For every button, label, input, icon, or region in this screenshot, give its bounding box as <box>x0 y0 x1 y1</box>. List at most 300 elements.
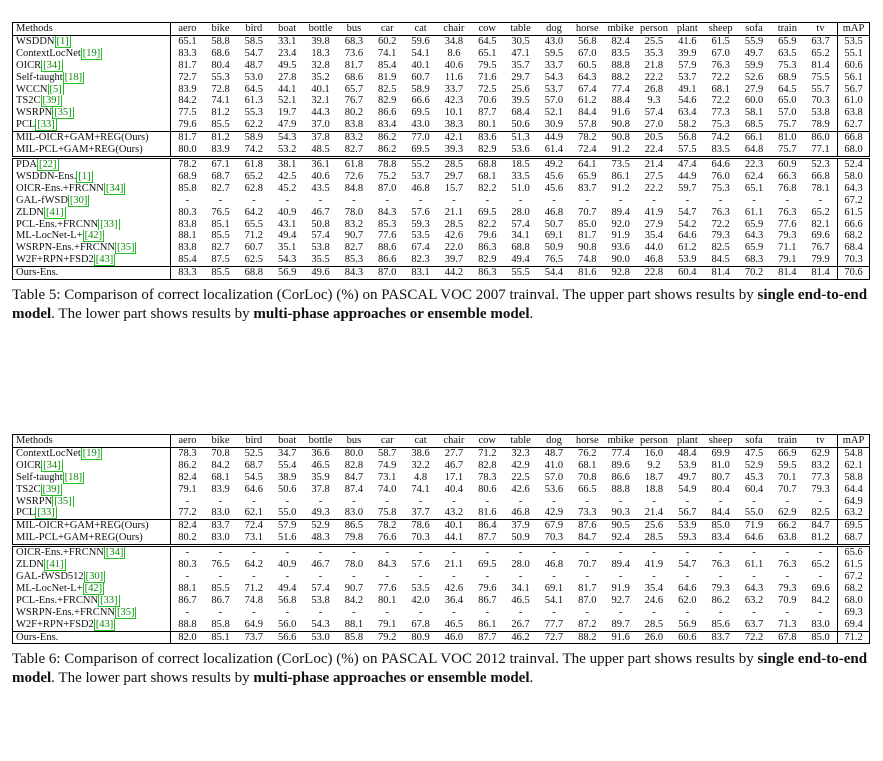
value-cell: 64.5 <box>778 83 797 95</box>
table-row <box>13 460 870 472</box>
value-cell: 76.5 <box>544 254 564 266</box>
value-cell: 68.7 <box>211 170 230 182</box>
value-cell: 70.1 <box>778 471 797 483</box>
value-cell: - <box>371 546 404 559</box>
column-header: car <box>371 435 404 448</box>
value-cell: - <box>785 194 790 206</box>
value-cell: 60.6 <box>671 631 704 644</box>
value-cell: 86.2 <box>371 132 404 144</box>
value-cell: 83.9 <box>211 483 230 495</box>
citation-link[interactable]: [22] <box>39 158 57 170</box>
value-cell: - <box>318 606 323 618</box>
value-cell: 65.1 <box>744 182 764 194</box>
value-cell: - <box>185 495 190 507</box>
value-cell: 65.0 <box>778 95 797 107</box>
value-cell: 66.9 <box>778 447 797 459</box>
value-cell: 64.9 <box>838 496 870 508</box>
column-header: Methods <box>13 435 171 448</box>
value-cell: 10.1 <box>444 107 464 119</box>
value-cell: 68.7 <box>244 459 264 471</box>
value-cell: 80.2 <box>344 107 364 119</box>
method-name: ZLDN [41] <box>13 559 171 571</box>
value-cell: 79.6 <box>178 119 197 131</box>
citation-link[interactable]: [33] <box>37 507 55 519</box>
method-name: GAL-fWSD [30] <box>13 195 171 207</box>
value-cell: 80.2 <box>178 532 197 544</box>
value-cell: 71.6 <box>478 71 497 83</box>
column-header: sofa <box>737 435 770 448</box>
value-cell: 40.1 <box>437 520 470 532</box>
value-cell: 43.0 <box>411 119 430 131</box>
value-cell: 55.0 <box>744 507 764 519</box>
value-cell: 53.9 <box>678 254 697 266</box>
citation-link[interactable]: [39] <box>42 483 61 495</box>
value-cell: 61.2 <box>678 242 697 254</box>
value-cell: 79.3 <box>778 582 797 594</box>
value-cell: 67.2 <box>838 195 870 207</box>
citation-link[interactable]: [42] <box>84 230 103 242</box>
value-cell: - <box>685 495 690 507</box>
value-cell: 84.3 <box>378 206 397 218</box>
value-cell: 76.3 <box>711 206 730 218</box>
value-cell: - <box>418 495 423 507</box>
value-cell: - <box>718 606 723 618</box>
column-header: bike <box>204 435 237 448</box>
value-cell: 64.5 <box>478 35 497 47</box>
value-cell: 71.2 <box>478 447 497 459</box>
value-cell: 68.0 <box>838 595 870 607</box>
value-cell: 18.7 <box>644 471 664 483</box>
column-header: cow <box>471 23 504 36</box>
value-cell: 88.2 <box>571 631 604 644</box>
value-cell: 85.0 <box>804 631 837 644</box>
citation-link[interactable]: [1] <box>78 170 91 182</box>
value-cell: 74.9 <box>378 459 397 471</box>
value-cell: - <box>752 606 756 618</box>
value-cell: 27.8 <box>278 71 297 83</box>
value-cell: 22.2 <box>644 71 664 83</box>
value-cell: 50.8 <box>311 218 330 230</box>
citation-link[interactable]: [5] <box>49 83 62 95</box>
value-cell: 21.1 <box>444 559 464 571</box>
value-cell: 86.7 <box>178 594 197 606</box>
value-cell: 65.9 <box>744 242 764 254</box>
value-cell: 92.4 <box>611 532 630 544</box>
value-cell: 57.9 <box>678 59 697 71</box>
value-cell: 81.2 <box>811 532 830 544</box>
value-cell: - <box>452 194 456 206</box>
value-cell: 44.9 <box>678 170 697 182</box>
value-cell: 72.8 <box>211 83 230 95</box>
citation-link[interactable]: [33] <box>100 594 118 606</box>
value-cell: 77.7 <box>544 618 564 630</box>
value-cell: 42.0 <box>411 594 430 606</box>
table-row <box>13 583 870 595</box>
value-cell: - <box>518 495 523 507</box>
value-cell: 83.3 <box>178 47 197 59</box>
value-cell: 66.1 <box>737 132 770 144</box>
value-cell: 44.3 <box>311 107 330 119</box>
value-cell: 21.4 <box>637 157 670 170</box>
value-cell: 73.3 <box>578 507 597 519</box>
value-cell: 58.8 <box>211 35 230 47</box>
value-cell: - <box>171 546 204 559</box>
value-cell: 47.1 <box>511 47 530 59</box>
value-cell: 52.1 <box>544 107 564 119</box>
value-cell: 82.5 <box>378 83 397 95</box>
citation-link[interactable]: [41] <box>46 559 64 571</box>
value-cell: 84.2 <box>211 459 230 471</box>
value-cell: 47.9 <box>278 119 297 131</box>
column-header: sofa <box>737 23 770 36</box>
value-cell: 82.7 <box>211 242 230 254</box>
citation-link[interactable]: [19] <box>82 447 101 459</box>
value-cell: 82.7 <box>344 242 364 254</box>
value-cell: 79.3 <box>778 230 797 242</box>
value-cell: 77.6 <box>778 218 797 230</box>
value-cell: 80.4 <box>711 483 730 495</box>
value-cell: 48.7 <box>244 59 264 71</box>
value-cell: 79.9 <box>811 254 830 266</box>
column-header: tv <box>804 435 837 448</box>
value-cell: 55.5 <box>504 267 537 280</box>
value-cell: 27.0 <box>644 119 664 131</box>
value-cell: 83.4 <box>711 532 730 544</box>
value-cell: 50.6 <box>278 483 297 495</box>
value-cell: 76.7 <box>811 242 830 254</box>
value-cell: 83.2 <box>337 132 370 144</box>
value-cell: 86.1 <box>611 170 630 182</box>
table-row <box>13 595 870 607</box>
value-cell: 54.4 <box>537 267 570 280</box>
citation-link[interactable]: [18] <box>64 71 83 83</box>
value-cell: 27.9 <box>744 83 764 95</box>
value-cell: 75.7 <box>778 119 797 131</box>
value-cell: 64.3 <box>838 183 870 195</box>
value-cell: 37.0 <box>311 119 330 131</box>
column-header: dog <box>537 435 570 448</box>
value-cell: 60.7 <box>244 242 264 254</box>
value-cell: 57.5 <box>678 144 697 156</box>
value-cell: 49.1 <box>678 83 697 95</box>
value-cell: 34.1 <box>511 582 530 594</box>
value-cell: 65.7 <box>344 83 364 95</box>
citation-link[interactable]: [41] <box>46 206 64 218</box>
value-cell: 70.6 <box>838 267 870 280</box>
citation-link[interactable]: [19] <box>82 47 101 59</box>
method-name: Ours-Ens. <box>13 267 171 280</box>
value-cell: 9.3 <box>647 95 661 107</box>
value-cell: - <box>652 194 656 206</box>
value-cell: 69.5 <box>478 559 497 571</box>
value-cell: 88.6 <box>378 242 397 254</box>
value-cell: 44.9 <box>537 132 570 144</box>
value-cell: 46.8 <box>411 182 430 194</box>
value-cell: 35.5 <box>311 254 330 266</box>
value-cell: 74.1 <box>411 483 430 495</box>
value-cell: 78.1 <box>811 182 830 194</box>
method-name: ML-LocNet-L+ [42] <box>13 230 171 242</box>
value-cell: 61.4 <box>544 144 564 156</box>
value-cell: - <box>604 546 637 559</box>
value-cell: 83.7 <box>204 520 237 532</box>
value-cell: 67.0 <box>711 47 730 59</box>
value-cell: 32.3 <box>511 447 530 459</box>
value-cell: - <box>685 606 690 618</box>
value-cell: 64.6 <box>704 157 737 170</box>
value-cell: 25.5 <box>644 35 664 47</box>
value-cell: 87.5 <box>211 254 230 266</box>
value-cell: 68.8 <box>511 242 530 254</box>
value-cell: 49.5 <box>278 59 297 71</box>
value-cell: 79.3 <box>711 582 730 594</box>
value-cell: 70.8 <box>578 471 597 483</box>
value-cell: - <box>585 194 590 206</box>
value-cell: 86.7 <box>211 594 230 606</box>
column-header: boat <box>271 23 304 36</box>
value-cell: - <box>752 570 756 582</box>
value-cell: 84.4 <box>711 507 730 519</box>
value-cell: 53.8 <box>311 594 330 606</box>
value-cell: 86.2 <box>711 594 730 606</box>
value-cell: 32.1 <box>311 95 330 107</box>
value-cell: 46.0 <box>437 631 470 644</box>
citation-link[interactable]: [35] <box>116 606 135 618</box>
value-cell: 41.9 <box>644 206 664 218</box>
value-cell: 85.5 <box>211 230 230 242</box>
column-header: tv <box>804 23 837 36</box>
value-cell: 64.6 <box>244 483 264 495</box>
value-cell: 85.8 <box>211 618 230 630</box>
table-row <box>13 520 870 532</box>
table-row <box>13 619 870 631</box>
method-name: MIL-PCL+GAM+REG(Ours) <box>13 144 171 157</box>
value-cell: 64.3 <box>744 582 764 594</box>
value-cell: 25.6 <box>511 83 530 95</box>
citation-link[interactable]: [39] <box>42 95 61 107</box>
value-cell: 70.2 <box>737 267 770 280</box>
value-cell: 66.8 <box>838 132 870 144</box>
value-cell: 62.5 <box>244 254 264 266</box>
value-cell: 76.7 <box>344 95 364 107</box>
citation-link[interactable]: [30] <box>85 570 104 582</box>
value-cell: 83.6 <box>471 132 504 144</box>
citation-link[interactable]: [34] <box>43 59 61 71</box>
column-header: bottle <box>304 23 337 36</box>
value-cell: 57.0 <box>778 107 797 119</box>
value-cell: 52.4 <box>838 157 870 170</box>
column-header: bottle <box>304 435 337 448</box>
value-cell: 83.7 <box>704 631 737 644</box>
value-cell: 83.5 <box>711 144 730 156</box>
value-cell: 70.7 <box>578 559 597 571</box>
value-cell: 22.0 <box>444 242 464 254</box>
value-cell: 70.3 <box>838 254 870 266</box>
value-cell: - <box>352 495 356 507</box>
value-cell: 58.8 <box>838 472 870 484</box>
value-cell: 57.0 <box>544 95 564 107</box>
value-cell: 68.4 <box>511 107 530 119</box>
value-cell: 61.1 <box>744 559 764 571</box>
method-name: TS2C [39] <box>13 95 171 107</box>
value-cell: 81.4 <box>804 267 837 280</box>
value-cell: 52.3 <box>804 157 837 170</box>
value-cell: - <box>418 606 423 618</box>
value-cell: - <box>652 570 656 582</box>
citation-link[interactable]: [33] <box>100 218 118 230</box>
value-cell: 76.8 <box>778 182 797 194</box>
value-cell: 26.8 <box>644 83 664 95</box>
value-cell: - <box>552 570 556 582</box>
value-cell: 83.8 <box>344 119 364 131</box>
value-cell: 37.7 <box>411 507 430 519</box>
value-cell: - <box>252 194 256 206</box>
citation-link[interactable]: [18] <box>64 471 83 483</box>
value-cell: 54.9 <box>678 483 697 495</box>
value-cell: 52.5 <box>244 447 264 459</box>
citation-link[interactable]: [42] <box>84 582 103 594</box>
value-cell: 34.8 <box>444 35 464 47</box>
column-header: mAP <box>838 435 870 448</box>
value-cell: 67.1 <box>204 157 237 170</box>
table-row <box>13 484 870 496</box>
value-cell: 59.5 <box>544 47 564 59</box>
value-cell: 71.2 <box>838 631 870 644</box>
value-cell: 61.1 <box>744 206 764 218</box>
value-cell: 83.5 <box>611 47 630 59</box>
citation-link[interactable]: [34] <box>105 182 124 194</box>
value-cell: 90.8 <box>604 132 637 144</box>
value-cell: 91.9 <box>611 582 630 594</box>
value-cell: 65.5 <box>244 218 264 230</box>
value-cell: - <box>804 546 837 559</box>
citation-link[interactable]: [33] <box>37 119 55 131</box>
value-cell: 22.8 <box>637 267 670 280</box>
value-cell: 84.7 <box>804 520 837 532</box>
value-cell: 81.2 <box>204 132 237 144</box>
table-row <box>13 546 870 559</box>
value-cell: - <box>285 570 289 582</box>
value-cell: - <box>418 194 423 206</box>
value-cell: 82.7 <box>211 182 230 194</box>
citation-link[interactable]: [30] <box>69 194 88 206</box>
value-cell: 52.9 <box>744 459 764 471</box>
table-row <box>13 230 870 242</box>
value-cell: 28.0 <box>511 206 530 218</box>
value-cell: 57.4 <box>311 582 330 594</box>
value-cell: 83.2 <box>811 459 830 471</box>
value-cell: 92.7 <box>611 594 630 606</box>
value-cell: - <box>518 570 523 582</box>
value-cell: 68.1 <box>478 170 497 182</box>
column-header: mbike <box>604 435 637 448</box>
table5-caption: Table 5: Comparison of correct localization (CorLoc) (%) on PASCAL VOC 2007 trainval. The upper part shows results by single end-to-end model. The lower part shows results by multi-phase approaches or ensemble model. <box>12 287 868 323</box>
value-cell: 82.5 <box>711 242 730 254</box>
value-cell: - <box>452 495 456 507</box>
value-cell: - <box>304 546 337 559</box>
value-cell: 84.5 <box>711 254 730 266</box>
value-cell: 81.9 <box>378 71 397 83</box>
value-cell: 82.5 <box>811 507 830 519</box>
value-cell: 35.1 <box>278 242 297 254</box>
value-cell: 46.8 <box>544 559 564 571</box>
value-cell: 75.3 <box>778 59 797 71</box>
value-cell: 81.4 <box>811 59 830 71</box>
citation-link[interactable]: [34] <box>43 459 61 471</box>
value-cell: - <box>785 606 790 618</box>
value-cell: 38.9 <box>278 471 297 483</box>
value-cell: - <box>704 546 737 559</box>
table5 <box>12 22 870 280</box>
value-cell: 47.4 <box>671 157 704 170</box>
value-cell: 75.5 <box>811 71 830 83</box>
value-cell: 4.8 <box>414 471 428 483</box>
table-row <box>13 631 870 644</box>
value-cell: 67.2 <box>838 571 870 583</box>
value-cell: 70.3 <box>411 532 430 544</box>
value-cell: 50.6 <box>511 119 530 131</box>
value-cell: 55.2 <box>404 157 437 170</box>
value-cell: 48.4 <box>678 447 697 459</box>
citation-link[interactable]: [35] <box>54 107 72 119</box>
value-cell: 80.0 <box>178 144 197 156</box>
value-cell: - <box>818 495 823 507</box>
value-cell: 54.7 <box>244 47 264 59</box>
value-cell: 85.3 <box>344 254 364 266</box>
value-cell: 35.4 <box>644 582 664 594</box>
value-cell: 86.6 <box>611 471 630 483</box>
value-cell: 71.1 <box>778 242 797 254</box>
value-cell: - <box>318 495 323 507</box>
value-cell: 68.2 <box>838 583 870 595</box>
value-cell: - <box>618 194 623 206</box>
value-cell: 46.8 <box>544 206 564 218</box>
value-cell: 68.8 <box>471 157 504 170</box>
value-cell: 11.6 <box>444 71 463 83</box>
value-cell: 22.3 <box>737 157 770 170</box>
value-cell: 46.8 <box>644 254 664 266</box>
value-cell: 53.7 <box>544 83 564 95</box>
value-cell: 85.4 <box>178 254 197 266</box>
value-cell: 56.1 <box>838 72 870 84</box>
citation-link[interactable]: [43] <box>95 618 114 630</box>
value-cell: 67.8 <box>771 631 804 644</box>
value-cell: - <box>537 546 570 559</box>
citation-link[interactable]: [35] <box>116 242 135 254</box>
value-cell: 68.8 <box>237 267 270 280</box>
citation-link[interactable]: [34] <box>105 547 124 559</box>
value-cell: 28.5 <box>644 532 664 544</box>
value-cell: 35.7 <box>511 59 530 71</box>
value-cell: 32.8 <box>311 59 330 71</box>
value-cell: 45.6 <box>544 182 564 194</box>
value-cell: 82.4 <box>611 35 630 47</box>
value-cell: 23.4 <box>278 47 297 59</box>
value-cell: 22.4 <box>644 144 664 156</box>
value-cell: 58.2 <box>678 119 697 131</box>
value-cell: 54.1 <box>411 47 430 59</box>
value-cell: 79.1 <box>778 254 797 266</box>
value-cell: 44.2 <box>437 267 470 280</box>
value-cell: 77.1 <box>811 144 830 156</box>
column-header: horse <box>571 23 604 36</box>
citation-link[interactable]: [1] <box>56 35 69 47</box>
value-cell: - <box>285 194 289 206</box>
value-cell: 81.6 <box>571 267 604 280</box>
value-cell: 65.2 <box>811 206 830 218</box>
citation-link[interactable]: [43] <box>95 254 114 266</box>
citation-link[interactable]: [35] <box>54 495 72 507</box>
